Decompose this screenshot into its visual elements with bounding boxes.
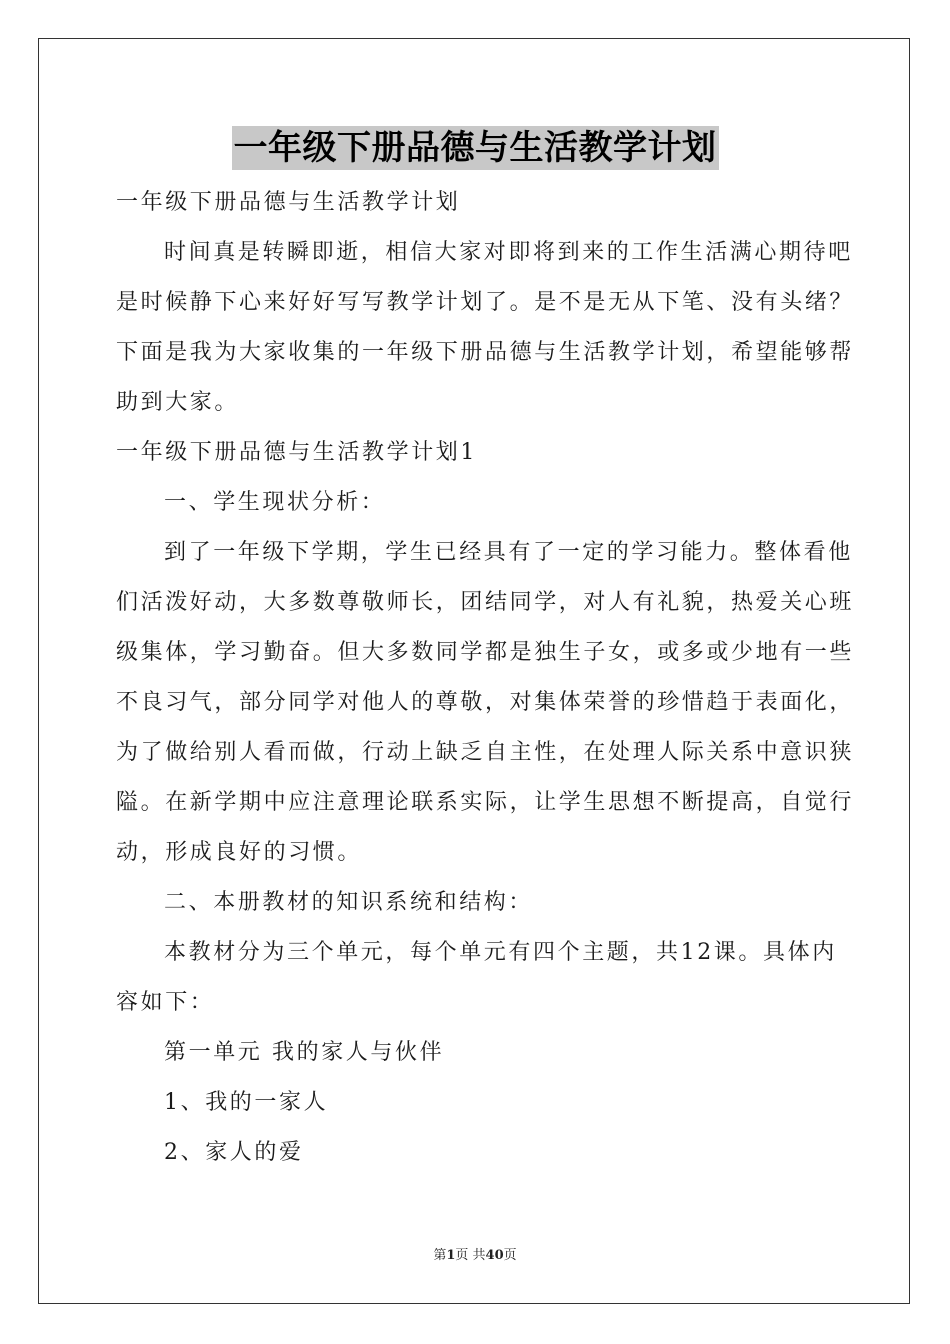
footer-page-number: 1 [446,1248,456,1263]
intro-line: 下面是我为大家收集的一年级下册品德与生活教学计划，希望能够帮 [116,340,855,365]
paragraph-line: 容如下： [116,990,215,1015]
page-footer [0,1246,950,1266]
intro-line: 时间真是转瞬即逝，相信大家对即将到来的工作生活满心期待吧 [164,240,853,265]
intro-line: 助到大家。 [116,390,240,415]
intro-line: 是时候静下心来好好写写教学计划了。是不是无从下笔、没有头绪？ [116,290,855,315]
document-body [116,178,855,1178]
footer-mid: 页 共 [455,1248,486,1263]
heading-textbook-structure: 二、本册教材的知识系统和结构： [164,890,534,915]
paragraph-line: 们活泼好动，大多数尊敬师长，团结同学，对人有礼貌，热爱关心班 [116,590,855,615]
paragraph-line: 到了一年级下学期，学生已经具有了一定的学习能力。整体看他 [164,540,853,565]
unit-heading: 第一单元 我的家人与伙伴 [164,1040,445,1065]
paragraph-line: 为了做给别人看而做，行动上缺乏自主性，在处理人际关系中意识狭 [116,740,855,765]
footer-prefix: 第 [433,1248,447,1263]
heading-student-analysis: 一、学生现状分析： [164,490,386,515]
paragraph-line: 不良习气，部分同学对他人的尊敬，对集体荣誉的珍惜趋于表面化， [116,690,855,715]
section-title: 一年级下册品德与生活教学计划1 [116,440,477,465]
lesson-item: 2、家人的爱 [164,1140,304,1165]
footer-total-pages: 40 [485,1248,504,1263]
subtitle-line: 一年级下册品德与生活教学计划 [116,190,461,215]
paragraph-line: 隘。在新学期中应注意理论联系实际，让学生思想不断提高，自觉行 [116,790,855,815]
document-title: 一年级下册品德与生活教学计划 [233,128,717,168]
paragraph-line: 级集体，学习勤奋。但大多数同学都是独生子女，或多或少地有一些 [116,640,855,665]
paragraph-line: 动，形成良好的习惯。 [116,840,363,865]
lesson-item: 1、我的一家人 [164,1090,329,1115]
paragraph-line: 本教材分为三个单元，每个单元有四个主题，共12课。具体内 [164,940,837,965]
title-container [0,126,950,170]
footer-suffix: 页 [503,1248,517,1263]
